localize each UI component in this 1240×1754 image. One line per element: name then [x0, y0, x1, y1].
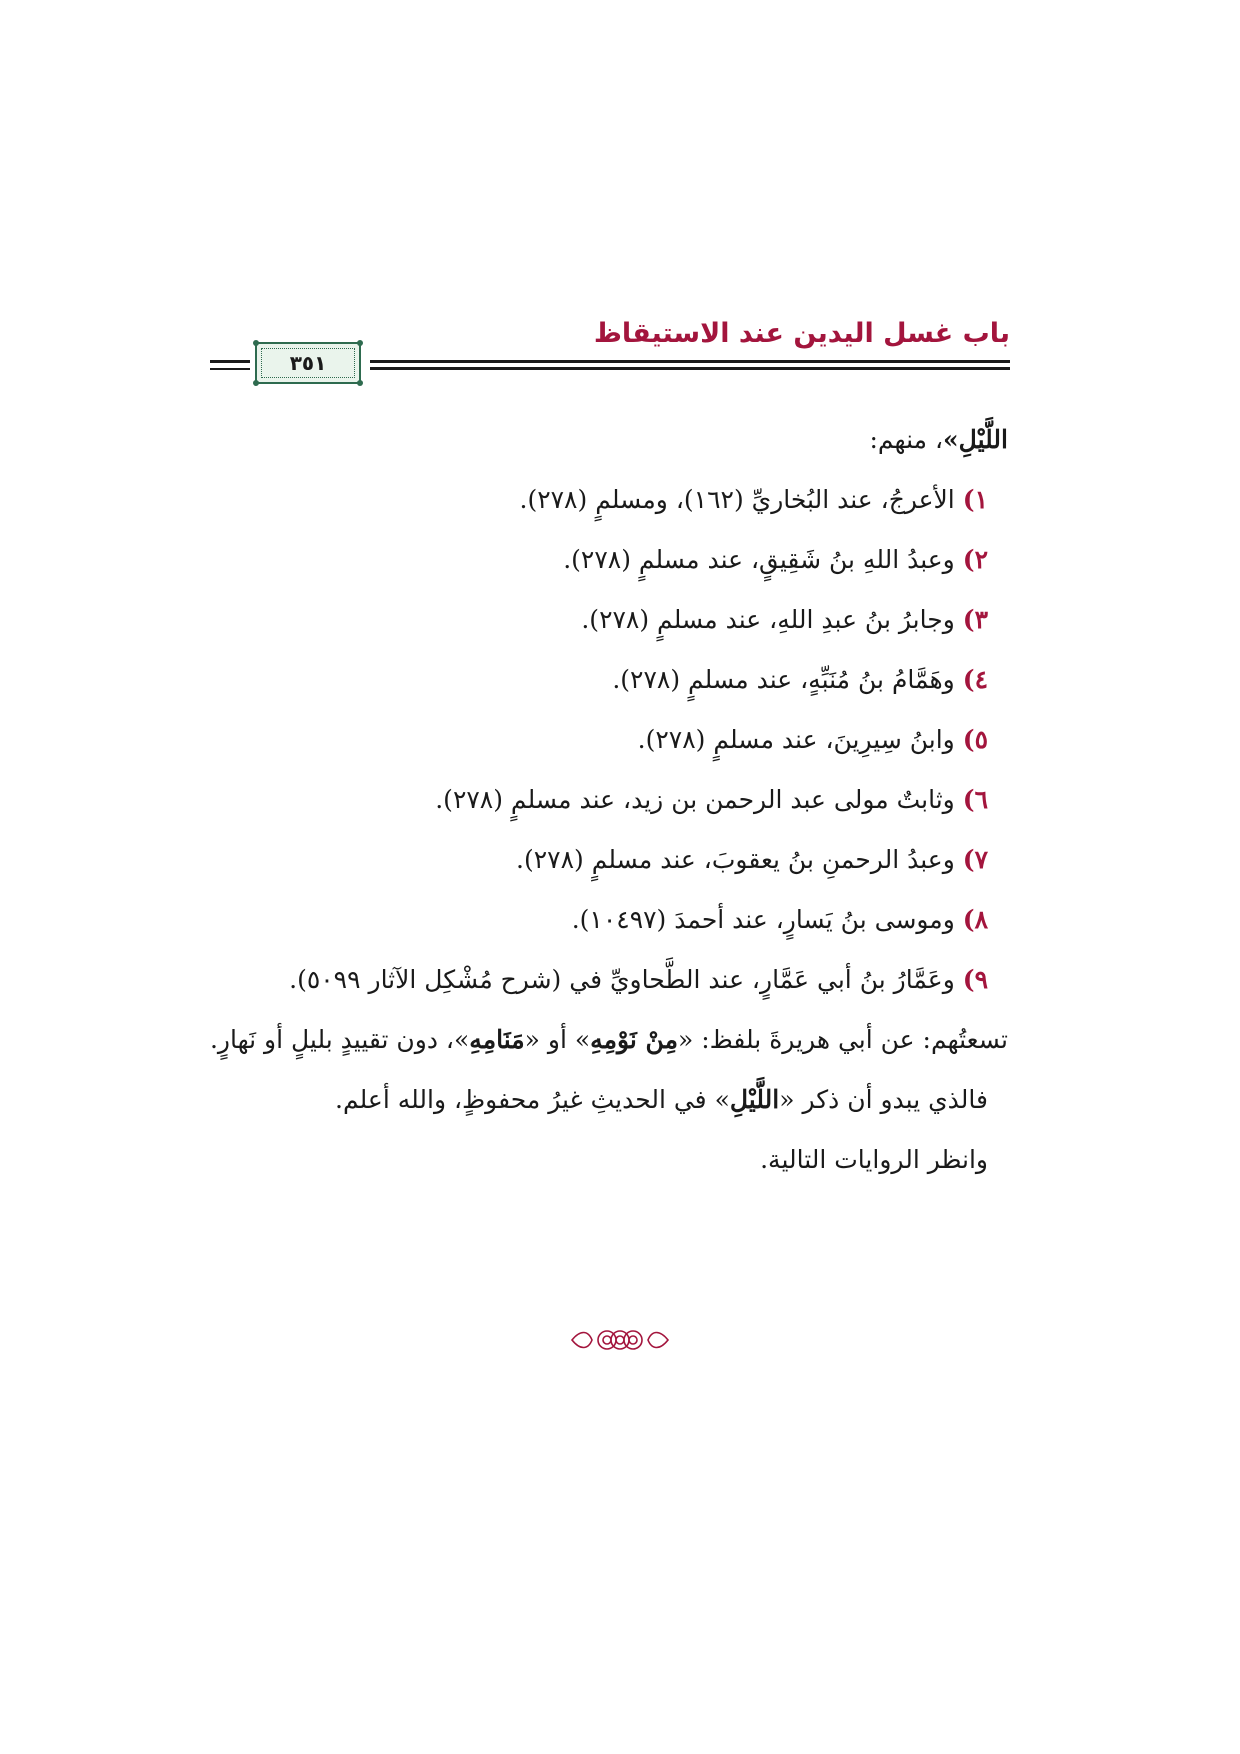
page-header: [210, 318, 1010, 388]
summary-bold: مَنَامِهِ: [469, 1025, 525, 1054]
conclusion-text: فالذي يبدو أن ذكر «: [779, 1085, 988, 1114]
badge-corner-icon: [357, 380, 363, 386]
summary-text: » أو «: [524, 1025, 591, 1054]
item-text: وعَمَّارُ بنُ أبي عَمَّارٍ، عند الطَّحاويِّ في (شرح مُشْكِل الآثار ٥٠٩٩).: [289, 965, 955, 994]
page-number-badge: [255, 342, 361, 384]
header-rule-left: [210, 360, 250, 367]
item-text: وموسى بنُ يَسارٍ، عند أحمدَ (١٠٤٩٧).: [571, 905, 955, 934]
item-number: ١): [962, 485, 988, 514]
badge-corner-icon: [253, 380, 259, 386]
item-number: ٥): [962, 725, 988, 754]
list-item: [208, 950, 1008, 1010]
badge-corner-icon: [253, 340, 259, 346]
intro-rest: ، منهم:: [869, 425, 944, 454]
list-item: [208, 590, 1008, 650]
page-number: ٣٥١: [289, 351, 327, 375]
summary-bold: مِنْ نَوْمِهِ: [590, 1025, 678, 1054]
item-number: ٨): [962, 905, 988, 934]
item-text: الأعرجُ، عند البُخاريِّ (١٦٢)، ومسلمٍ (٢٧٨).: [519, 485, 955, 514]
item-text: وعبدُ اللهِ بنُ شَقِيقٍ، عند مسلمٍ (٢٧٨).: [563, 545, 955, 574]
list-item: [208, 710, 1008, 770]
conclusion-line: [208, 1070, 1008, 1130]
item-text: وثابتٌ مولى عبد الرحمن بن زيد، عند مسلمٍ (٢٧٨).: [435, 785, 955, 814]
chapter-title: باب غسل اليدين عند الاستيقاظ: [593, 318, 1010, 349]
badge-corner-icon: [357, 340, 363, 346]
main-text: [208, 410, 1008, 1190]
conclusion-text: » في الحديثِ غيرُ محفوظٍ، والله أعلم.: [335, 1085, 730, 1114]
list-item: [208, 770, 1008, 830]
item-number: ٩): [962, 965, 988, 994]
list-item: [208, 890, 1008, 950]
summary-paragraph: [208, 1016, 1008, 1064]
list-item: [208, 530, 1008, 590]
item-number: ٣): [962, 605, 988, 634]
list-item: [208, 470, 1008, 530]
intro-line: [208, 410, 1008, 470]
see-also-line: وانظر الروايات التالية.: [760, 1145, 988, 1174]
summary-text: تسعتُهم: عن أبي هريرةَ بلفظ: «: [677, 1025, 1008, 1054]
list-item: [208, 650, 1008, 710]
item-number: ٤): [962, 665, 988, 694]
conclusion-bold: اللَّيْلِ: [729, 1085, 780, 1114]
intro-bold: اللَّيْلِ»: [943, 425, 1008, 454]
item-text: وهَمَّامُ بنُ مُنَبِّهٍ، عند مسلمٍ (٢٧٨).: [612, 665, 955, 694]
list-item: [208, 830, 1008, 890]
floral-divider-icon: [570, 1325, 670, 1355]
item-number: ٢): [962, 545, 988, 574]
item-number: ٧): [962, 845, 988, 874]
item-text: وجابرُ بنُ عبدِ اللهِ، عند مسلمٍ (٢٧٨).: [581, 605, 955, 634]
item-text: وابنُ سِيرِينَ، عند مسلمٍ (٢٧٨).: [637, 725, 955, 754]
summary-text: »، دون تقييدٍ بليلٍ أو نَهارٍ.: [209, 1025, 470, 1054]
header-rule-right: [370, 360, 1010, 368]
item-text: وعبدُ الرحمنِ بنُ يعقوبَ، عند مسلمٍ (٢٧٨).: [516, 845, 955, 874]
item-number: ٦): [962, 785, 988, 814]
